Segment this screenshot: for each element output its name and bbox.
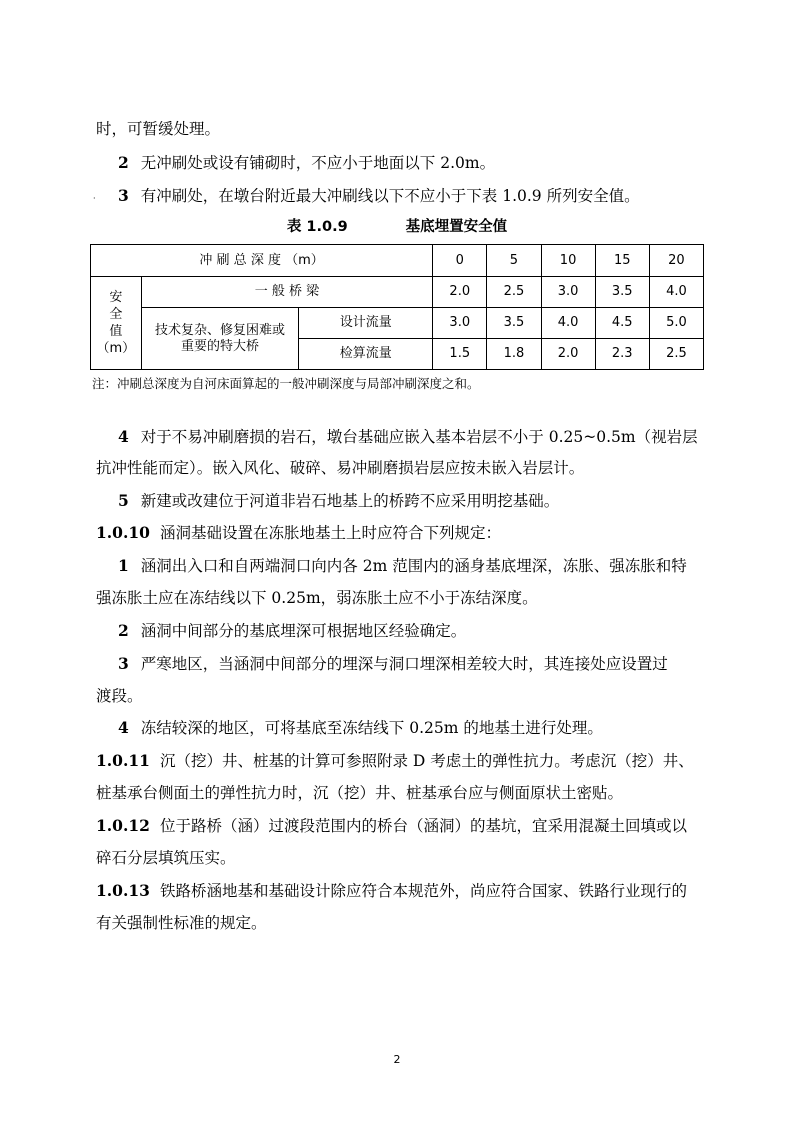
table-caption [0,215,794,236]
paragraph-text: 新建或改建位于河道非岩石地基上的桥跨不应采用明挖基础。 [140,492,560,510]
paragraph-text: 涵洞出入口和自两端洞口向内各 2m 范围内的涵身基底埋深，冻胀、强冻胀和特 [140,557,687,575]
special-bridge-label-line: 技术复杂、修复困难或 [155,322,286,338]
paragraph [96,457,700,479]
depth-cell: 20 [649,245,703,277]
item-number: 3 [118,654,129,673]
section-1-0-11 [96,750,700,772]
value-cell: 2.3 [595,339,649,370]
paragraph [118,555,722,577]
value-cell: 3.0 [433,308,487,339]
paragraph-text: 渡段。 [96,687,143,705]
depth-cell: 10 [541,245,595,277]
value-cell: 4.5 [595,308,649,339]
item-number: 4 [118,718,129,737]
paragraph-text: 严寒地区，当涵洞中间部分的埋深与洞口埋深相差较大时，其连接处应设置过 [140,655,668,673]
table-caption-title: 基底埋置安全值 [405,219,508,235]
depth-cell: 15 [595,245,649,277]
value-cell: 4.0 [541,308,595,339]
paragraph-text: 沉（挖）井、桩基的计算可参照附录 D 考虑土的弹性抗力。考虑沉（挖）井、 [159,752,694,770]
paragraph [118,152,722,174]
check-flow-label: 检算流量 [299,339,433,370]
stray-mark: · [93,194,96,203]
paragraph [118,185,722,207]
paragraph-text: 强冻胀土应在冻结线以下 0.25m，弱冻胀土应不小于冻结深度。 [96,589,538,607]
paragraph-text: 有冲刷处，在墩台附近最大冲刷线以下不应小于下表 1.0.9 所列安全值。 [140,187,640,205]
paragraph-text: 冻结较深的地区，可将基底至冻结线下 0.25m 的地基土进行处理。 [140,719,603,737]
paragraph [118,490,722,512]
paragraph-text: 有关强制性标准的规定。 [96,914,267,932]
depth-cell: 0 [433,245,487,277]
section-1-0-12 [96,815,700,837]
value-cell: 1.8 [487,339,541,370]
table-caption-id: 表 1.0.9 [286,219,348,235]
paragraph-text: 涵洞基础设置在冻胀地基土上时应符合下列规定： [159,524,501,542]
safety-value-table [90,244,704,370]
table-row [91,308,704,339]
paragraph [118,620,722,642]
paragraph-text: 无冲刷处或设有铺砌时，不应小于地面以下 2.0m。 [140,154,496,172]
paragraph [96,685,700,707]
depth-cell: 5 [487,245,541,277]
paragraph [96,912,700,934]
item-number: 3 [118,186,129,205]
paragraph-text: 位于路桥（涵）过渡段范围内的桥台（涵洞）的基坑，宜采用混凝土回填或以 [159,817,687,835]
paragraph [96,782,700,804]
value-cell: 2.5 [649,339,703,370]
special-bridge-label [141,308,299,370]
paragraph [118,653,722,675]
section-number: 1.0.12 [96,816,150,835]
section-1-0-10 [96,522,700,544]
group-label-char: （m） [96,341,136,356]
section-number: 1.0.13 [96,881,150,900]
value-cell: 1.5 [433,339,487,370]
item-number: 2 [118,153,129,172]
group-label-char: 全 [109,307,123,322]
item-number: 4 [118,427,129,446]
paragraph-text: 抗冲性能而定）。嵌入风化、破碎、易冲刷磨损岩层应按未嵌入岩层计。 [96,459,585,477]
value-cell: 3.5 [487,308,541,339]
paragraph [96,587,700,609]
table-note: 注：冲刷总深度为自河床面算起的一般冲刷深度与局部冲刷深度之和。 [92,376,480,391]
item-number: 2 [118,621,129,640]
paragraph [96,847,700,869]
section-1-0-13 [96,880,700,902]
paragraph [96,118,700,140]
page-number: 2 [393,1053,401,1066]
group-label-char: 值 [109,324,123,339]
paragraph-text: 时，可暂缓处理。 [96,120,221,138]
general-bridge-label: 一 般 桥 梁 [141,277,432,308]
group-label-cell [91,277,142,370]
value-cell: 2.0 [541,339,595,370]
paragraph-text: 涵洞中间部分的基底埋深可根据地区经验确定。 [140,622,467,640]
design-flow-label: 设计流量 [299,308,433,339]
paragraph-text: 碎石分层填筑压实。 [96,849,236,867]
special-bridge-label-line: 重要的特大桥 [181,338,260,354]
group-label-char: 安 [109,290,123,305]
value-cell: 2.0 [433,277,487,308]
value-cell: 3.0 [541,277,595,308]
header-label-cell: 冲 刷 总 深 度 （m） [91,245,433,277]
paragraph-text: 对于不易冲刷磨损的岩石，墩台基础应嵌入基本岩层不小于 0.25~0.5m（视岩层 [140,428,698,446]
value-cell: 4.0 [649,277,703,308]
item-number: 1 [118,556,129,575]
paragraph [118,426,722,448]
section-number: 1.0.10 [96,523,150,542]
table-row [91,277,704,308]
table-row [91,245,704,277]
section-number: 1.0.11 [96,751,150,770]
item-number: 5 [118,491,129,510]
paragraph [118,717,722,739]
paragraph-text: 铁路桥涵地基和基础设计除应符合本规范外，尚应符合国家、铁路行业现行的 [159,882,687,900]
value-cell: 3.5 [595,277,649,308]
value-cell: 2.5 [487,277,541,308]
paragraph-text: 桩基承台侧面土的弹性抗力时，沉（挖）井、桩基承台应与侧面原状土密贴。 [96,784,624,802]
value-cell: 5.0 [649,308,703,339]
